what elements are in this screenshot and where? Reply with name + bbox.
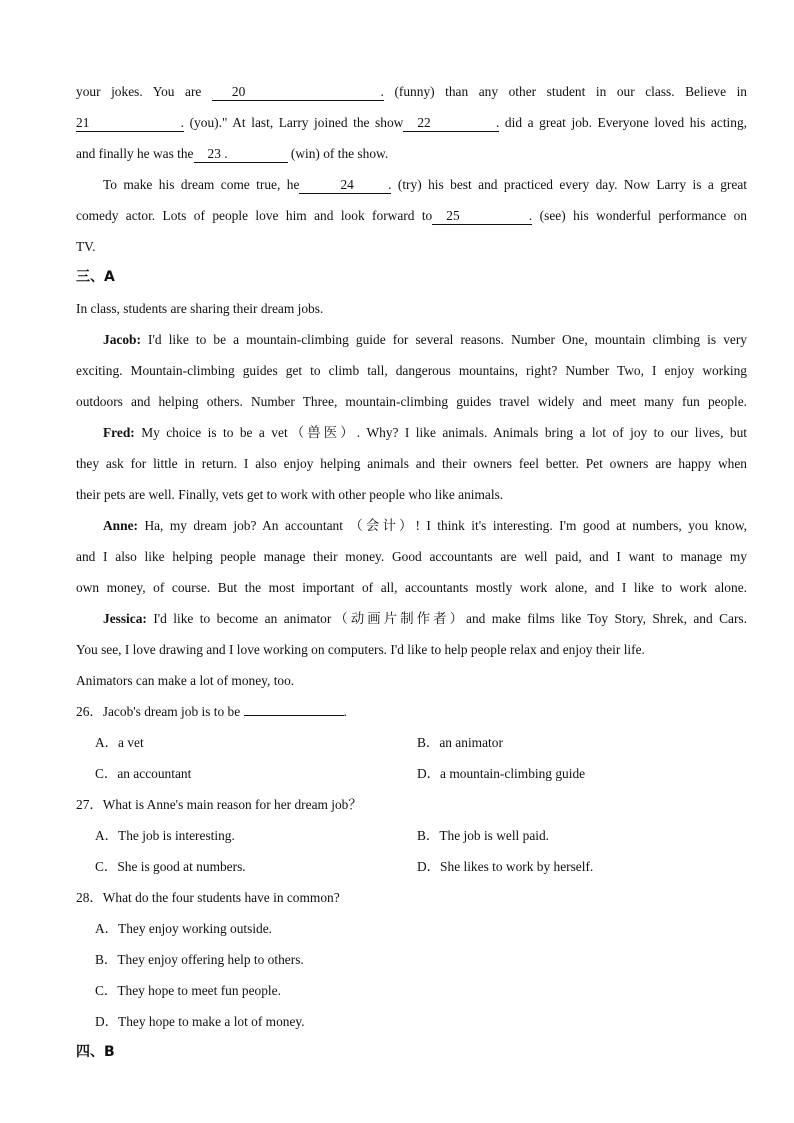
option-a[interactable]: A．The job is interesting. (95, 828, 235, 843)
answer-blank-25[interactable]: 25 . (432, 208, 532, 225)
question-27: 27．What is Anne's main reason for her dream job？ (76, 797, 362, 812)
passage-line (76, 76, 747, 107)
passage-text: comedy actor. Lots of people love him and look forward to (76, 208, 433, 223)
passage-text: (try) his best and practiced every day. Now Larry is a great (397, 177, 747, 192)
answer-blank-20[interactable]: 20 . (212, 84, 384, 101)
passage-line: Animators can make a lot of money, too. (76, 673, 295, 688)
passage-text: I'd like to become an animator（动画片制作者）and make films like Toy Story, Shrek, and Cars. (153, 611, 747, 626)
option-d[interactable]: D．a mountain-climbing guide (417, 766, 586, 781)
passage-line: their pets are well. Finally, vets get to work with other people who like animals. (76, 487, 504, 502)
options-row (76, 758, 747, 789)
passage-text: I'd like to be a mountain-climbing guide for several reasons. Number One, mountain climbing is very (148, 332, 747, 347)
question-26 (76, 696, 747, 727)
option-d[interactable]: D．She likes to work by herself. (417, 859, 594, 874)
speaker-name: Jessica: (103, 611, 147, 626)
answer-blank-22[interactable]: 22 . (403, 115, 499, 132)
answer-blank-24[interactable]: 24 . (299, 177, 391, 194)
passage-line: and I also like helping people manage their money. Good accountants are well paid, and I want to manage my (76, 549, 747, 564)
section-intro: In class, students are sharing their dream jobs. (76, 301, 324, 316)
passage-line: exciting. Mountain-climbing guides get to climb tall, dangerous mountains, right? Number Two, I enjoy working (76, 363, 747, 378)
document-page (76, 76, 747, 1068)
option-b[interactable]: B．an animator (417, 735, 503, 750)
options-row (76, 820, 747, 851)
options-row (76, 851, 747, 882)
passage-line (76, 107, 747, 138)
passage-line: own money, of course. But the most important of all, accountants mostly work alone, and I like to work alone. (76, 580, 747, 595)
passage-text: (funny) than any other student in our class. Believe in (394, 84, 747, 99)
paragraph-anne (76, 510, 747, 541)
answer-blank-23[interactable]: 23 . (194, 146, 288, 163)
passage-line (76, 169, 747, 200)
passage-text: To make his dream come true, he (103, 177, 300, 192)
passage-text: and finally he was the (76, 146, 194, 161)
question-stem: 26．Jacob's dream job is to be (76, 704, 241, 719)
option-a[interactable]: A．a vet (95, 735, 144, 750)
option-c[interactable]: C．an accountant (95, 766, 192, 781)
speaker-name: Fred: (103, 425, 135, 440)
option-c[interactable]: C．She is good at numbers. (95, 859, 246, 874)
question-stem-end: . (343, 704, 347, 719)
answer-blank-21[interactable]: 21 . (76, 115, 184, 130)
passage-line (76, 200, 747, 231)
paragraph-fred (76, 417, 747, 448)
speaker-name: Anne: (103, 518, 138, 533)
passage-text: (you)." At last, Larry joined the show (189, 115, 404, 130)
speaker-name: Jacob: (103, 332, 141, 347)
paragraph-jacob (76, 324, 747, 355)
passage-line: they ask for little in return. I also enjoy helping animals and their owners feel better. Pet owners are happy when (76, 456, 747, 471)
section-heading: 四、B (76, 1044, 115, 1060)
passage-text: My choice is to be a vet（兽医）. Why? I like animals. Animals bring a lot of joy to our lives, but (141, 425, 747, 440)
paragraph-jessica (76, 603, 747, 634)
option-d[interactable]: D．They hope to make a lot of money. (95, 1014, 305, 1029)
option-b[interactable]: B．They enjoy offering help to others. (95, 952, 304, 967)
passage-text: your jokes. You are (76, 84, 202, 99)
passage-text: did a great job. Everyone loved his acting, (504, 115, 747, 130)
passage-line: outdoors and helping others. Number Three, mountain-climbing guides travel widely and meet many fun people. (76, 394, 747, 409)
option-a[interactable]: A．They enjoy working outside. (95, 921, 273, 936)
passage-text: (see) his wonderful performance on (539, 208, 747, 223)
passage-line: TV. (76, 239, 96, 254)
options-row (76, 727, 747, 758)
option-b[interactable]: B．The job is well paid. (417, 828, 550, 843)
passage-text: (win) of the show. (290, 146, 389, 161)
passage-line: You see, I love drawing and I love working on computers. I'd like to help people relax and enjoy their life. (76, 642, 645, 657)
passage-line (76, 138, 747, 169)
option-c[interactable]: C．They hope to meet fun people. (95, 983, 281, 998)
passage-text: Ha, my dream job? An accountant （会计）! I think it's interesting. I'm good at numbers, you know, (144, 518, 747, 533)
question-28: 28．What do the four students have in common? (76, 890, 340, 905)
answer-blank-26[interactable] (244, 701, 344, 716)
section-heading: 三、A (76, 269, 115, 285)
